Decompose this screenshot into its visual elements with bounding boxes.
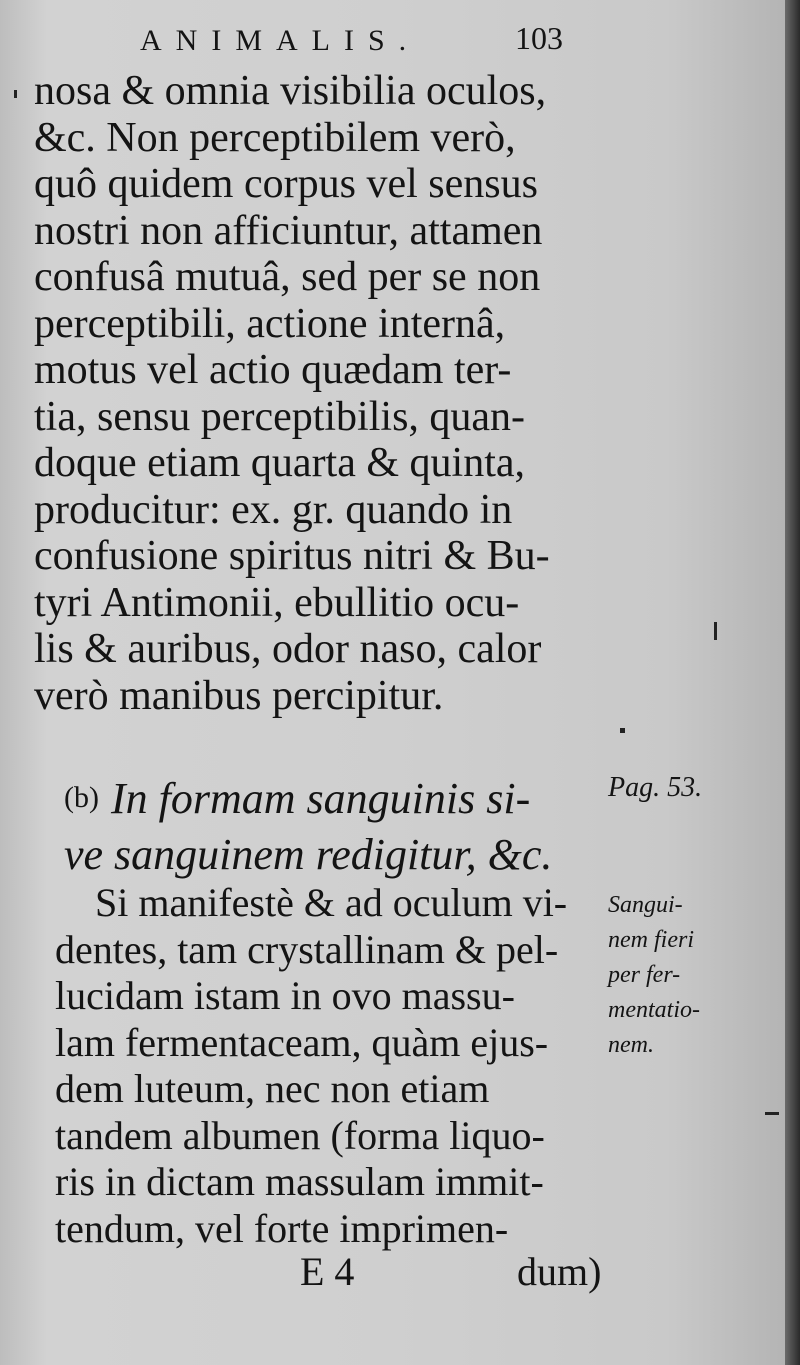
margin-note-line: nem fieri: [608, 927, 694, 953]
text-line: &c. Non perceptibilem verò,: [34, 114, 516, 161]
page-reference: Pag. 53.: [608, 772, 703, 803]
text-line: nosa & omnia visibilia oculos,: [34, 68, 547, 114]
margin-note-line: nem.: [608, 1032, 654, 1058]
signature-mark: E 4: [300, 1249, 355, 1294]
text-line: nostri non afficiuntur, attamen: [34, 207, 543, 254]
main-text-block: [34, 68, 594, 719]
ink-speck: [714, 622, 717, 640]
text-line: verò manibus percipitur.: [34, 672, 444, 719]
ink-speck: [620, 728, 625, 733]
text-line: ris in dictam massulam immit-: [55, 1159, 544, 1204]
ink-speck: [14, 90, 17, 98]
note-heading-text: In formam sanguinis si-: [110, 774, 531, 823]
text-line: tandem albumen (forma liquo-: [55, 1112, 545, 1158]
catchword: dum): [517, 1249, 602, 1294]
margin-note-line: per fer-: [608, 962, 681, 988]
text-line: Si manifestè & ad oculum vi-: [95, 880, 568, 925]
text-line: lucidam istam in ovo massu-: [55, 973, 515, 1018]
text-line: confusione spiritus nitri & Bu-: [34, 533, 550, 579]
text-line: lam fermentaceam, quàm ejus-: [55, 1019, 549, 1065]
body-text-block: [55, 880, 615, 1252]
page-footer: [300, 1248, 620, 1298]
note-label: (b): [64, 781, 99, 814]
note-heading-line: ve sanguinem redigitur, &c.: [64, 830, 553, 879]
margin-note-line: Sangui-: [608, 892, 683, 918]
text-line: lis & auribus, odor naso, calor: [34, 626, 542, 672]
text-line: tyri Antimonii, ebullitio ocu-: [34, 579, 520, 626]
page-number: 103: [515, 20, 563, 56]
text-line: motus vel actio quædam ter-: [34, 347, 512, 393]
margin-note: [608, 888, 778, 1063]
note-heading: [64, 770, 604, 883]
page-header: [140, 20, 590, 60]
text-line: perceptibili, actione internâ,: [34, 300, 506, 347]
text-line: tendum, vel forte imprimen-: [55, 1205, 509, 1251]
text-line: producitur: ex. gr. quando in: [34, 486, 513, 533]
note-heading-line: [64, 770, 604, 827]
text-line: confusâ mutuâ, sed per se non: [34, 254, 541, 300]
text-line: quô quidem corpus vel sensus: [34, 161, 538, 207]
text-line: dentes, tam crystallinam & pel-: [55, 926, 559, 972]
text-line: dem luteum, nec non etiam: [55, 1066, 490, 1111]
running-head: ANIMALIS.: [140, 24, 421, 57]
page-edge-shadow: [785, 0, 800, 1365]
ink-speck: [765, 1112, 779, 1115]
text-line: tia, sensu perceptibilis, quan-: [34, 393, 526, 440]
text-line: doque etiam quarta & quinta,: [34, 440, 526, 486]
margin-note-line: mentatio-: [608, 997, 700, 1023]
